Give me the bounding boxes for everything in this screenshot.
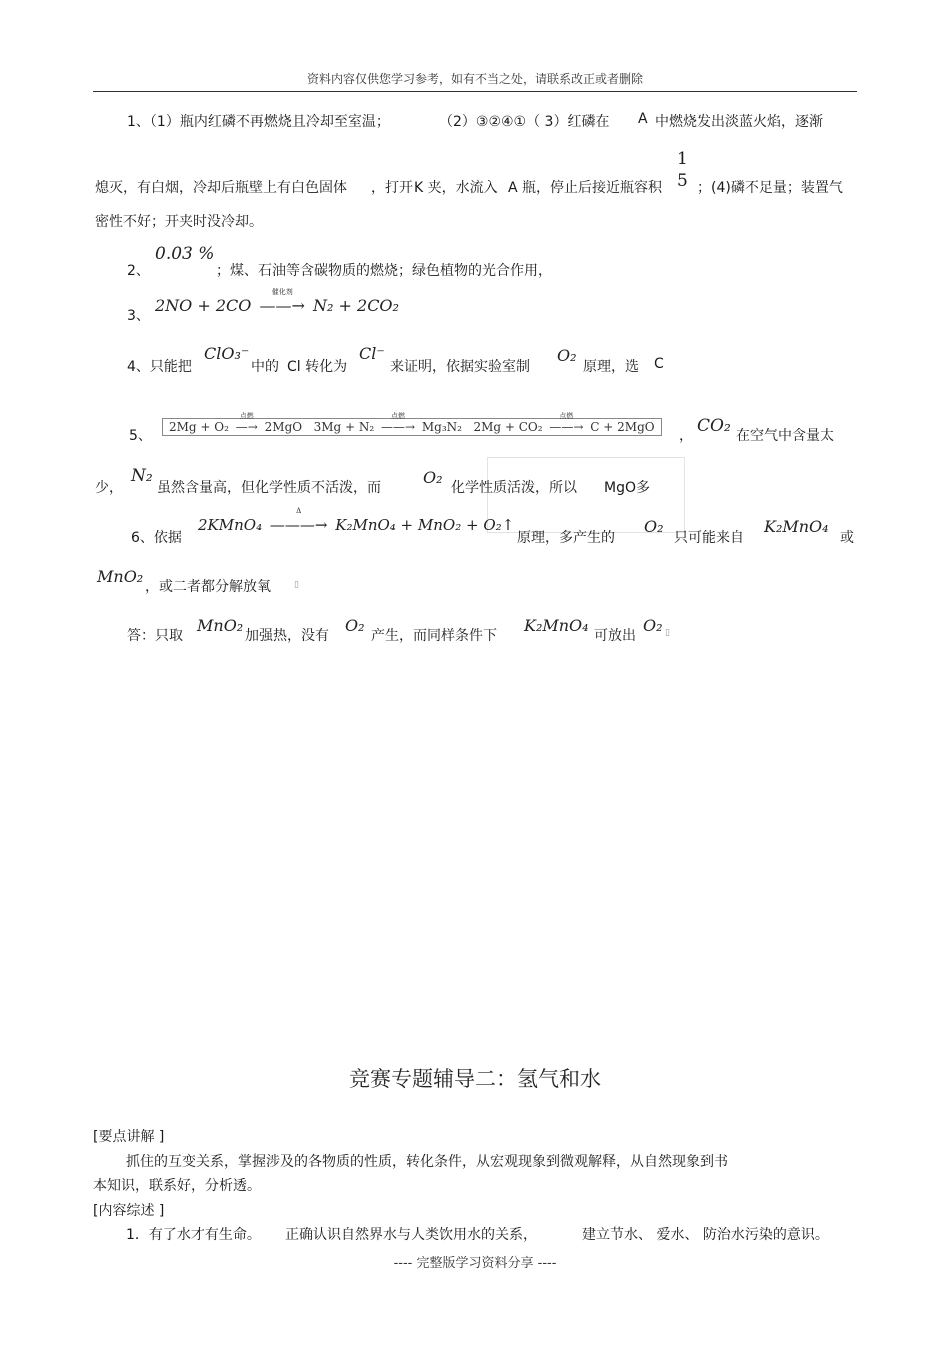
q6-rhs: K₂MnO₄ + MnO₂ + O₂↑ bbox=[335, 516, 515, 534]
q1-line1a: 1、（1）瓶内红磷不再燃烧且冷却至室温； bbox=[127, 114, 390, 130]
q5-cond-2: 点燃 bbox=[391, 412, 406, 420]
q3-equation bbox=[155, 288, 399, 315]
q4-answer: C bbox=[654, 356, 664, 372]
page-header: 资料内容仅供您学习参考，如有不当之处，请联系改正或者删除 bbox=[306, 72, 643, 86]
q3-number: 3、 bbox=[127, 308, 150, 324]
q5-equations-box bbox=[162, 412, 662, 436]
q1-line2d: A 瓶，停止后接近瓶容积 bbox=[508, 180, 663, 196]
q1-line2a: 熄灭，有白烟，冷却后瓶壁上有白色固体 bbox=[95, 180, 347, 196]
q4-text-a: 4、只能把 bbox=[127, 359, 192, 375]
q5-n2: N₂ bbox=[131, 466, 153, 486]
fraction-denominator: 5 bbox=[677, 171, 688, 191]
q6-number: 6、依据 bbox=[131, 530, 182, 546]
q3-rhs: N₂ + 2CO₂ bbox=[313, 296, 399, 315]
header-rule bbox=[93, 91, 857, 92]
q5-eq1-lhs: 2Mg + O₂ bbox=[169, 420, 229, 434]
q6-equation bbox=[198, 507, 515, 534]
q5-eq3-rhs: C + 2MgO bbox=[590, 420, 655, 434]
q6-text-3: 或 bbox=[840, 530, 854, 546]
q6-o2: O₂ bbox=[644, 517, 664, 536]
q3-lhs: 2NO + 2CO bbox=[155, 296, 252, 315]
q1-line2c: K 夹，水流入 bbox=[414, 180, 498, 196]
answer-text-c: 产生，而同样条件下 bbox=[371, 628, 497, 644]
chlorate-ion: ClO₃⁻ bbox=[204, 344, 250, 363]
q5-eq2-lhs: 3Mg + N₂ bbox=[313, 420, 375, 434]
q6-lhs: 2KMnO₄ bbox=[198, 516, 263, 534]
q5-text-1: 在空气中含量太 bbox=[736, 428, 834, 444]
chloride-ion: Cl⁻ bbox=[359, 344, 385, 363]
section1-paragraph-2: 本知识，联系好，分析透。 bbox=[93, 1178, 261, 1194]
q6-text-4: ，或二者都分解放氧 bbox=[145, 579, 271, 595]
q6-text-1: 原理，多产生的 bbox=[517, 530, 615, 546]
q1-line1d: 中燃烧发出淡蓝火焰，逐渐 bbox=[655, 114, 823, 130]
q5-text-4: 化学性质活泼，所以 bbox=[451, 480, 577, 496]
q6-text-2: 只可能来自 bbox=[674, 530, 744, 546]
section1-paragraph-1: 抓住的互变关系，掌握涉及的各物质的性质，转化条件，从宏观现象到微观解释，从自然现象到书 bbox=[126, 1154, 728, 1170]
answer-o2-end: O₂ bbox=[643, 616, 663, 635]
section2-item-1c: 建立节水、 爱水、 防治水污染的意识。 bbox=[582, 1227, 829, 1243]
q2-formula: 0.03 % bbox=[155, 244, 215, 264]
q4-text-d: 来证明，依据实验室制 bbox=[390, 359, 530, 375]
answer-mno2: MnO₂ bbox=[197, 616, 244, 635]
q4-oxygen: O₂ bbox=[557, 346, 577, 365]
q5-eq2-rhs: Mg₃N₂ bbox=[421, 420, 462, 434]
catalyst-arrow: 催化剂 ——→ bbox=[259, 288, 305, 315]
q5-arrow-3: 点燃 ——→ bbox=[549, 412, 584, 434]
q1-line1b: （2）③②④①（ 3）红磷在 bbox=[439, 114, 610, 130]
q3-condition: 催化剂 bbox=[271, 288, 293, 296]
q5-eq1-rhs: 2MgO bbox=[264, 420, 303, 434]
end-mark-2: ▯ bbox=[665, 628, 670, 638]
answer-o2: O₂ bbox=[345, 616, 365, 635]
q6-condition: Δ bbox=[296, 507, 302, 515]
q5-comma: ， bbox=[679, 428, 693, 444]
section2-heading: [内容综述 ] bbox=[93, 1203, 165, 1219]
q5-eq3-lhs: 2Mg + CO₂ bbox=[473, 420, 543, 434]
answer-k2mno4: K₂MnO₄ bbox=[524, 616, 589, 635]
section1-heading: [要点讲解 ] bbox=[93, 1129, 165, 1145]
q5-text-5: MgO多 bbox=[604, 480, 650, 496]
heat-arrow: Δ ———→ bbox=[269, 507, 328, 534]
q1-line2b: ，打开 bbox=[371, 180, 413, 196]
q5-text-3: 虽然含量高，但化学性质不活泼，而 bbox=[157, 480, 381, 496]
section2-item-1b: 正确认识自然界水与人类饮用水的关系， bbox=[285, 1227, 537, 1243]
end-mark: ▯ bbox=[294, 580, 299, 590]
q5-number: 5、 bbox=[129, 428, 152, 444]
q5-o2: O₂ bbox=[423, 468, 443, 487]
answer-text-a: 答：只取 bbox=[127, 628, 183, 644]
q5-arrow-1: 点燃 —→ bbox=[235, 412, 258, 434]
one-fifth-fraction bbox=[677, 148, 688, 192]
q1-line2e: ；(4)磷不足量；装置气 bbox=[697, 180, 843, 196]
q2-number: 2、 bbox=[127, 263, 150, 279]
page-footer: ---- 完整版学习资料分享 ---- bbox=[393, 1256, 557, 1271]
answer-text-d: 可放出 bbox=[594, 628, 636, 644]
q6-k2mno4: K₂MnO₄ bbox=[764, 517, 829, 536]
q5-co2: CO₂ bbox=[697, 416, 731, 436]
q4-text-b: 中的 bbox=[251, 359, 279, 375]
q6-mno2: MnO₂ bbox=[97, 567, 144, 586]
section2-item-1a: 1．有了水才有生命。 bbox=[126, 1227, 261, 1243]
q5-text-2: 少， bbox=[95, 480, 123, 496]
q4-text-e: 原理，选 bbox=[583, 359, 639, 375]
q5-cond-1: 点燃 bbox=[239, 412, 254, 420]
q5-arrow-2: 点燃 ——→ bbox=[381, 412, 416, 434]
q2-text: ；煤、石油等含碳物质的燃烧；绿色植物的光合作用， bbox=[216, 263, 552, 279]
fraction-numerator: 1 bbox=[677, 149, 688, 169]
q1-line3: 密性不好；开夹时没冷却。 bbox=[95, 214, 263, 230]
q5-cond-3: 点燃 bbox=[559, 412, 574, 420]
section-title: 竞赛专题辅导二：氢气和水 bbox=[349, 1067, 601, 1091]
q1-line1c: A bbox=[638, 111, 648, 127]
q4-text-c: Cl 转化为 bbox=[287, 359, 348, 375]
answer-text-b: 加强热，没有 bbox=[245, 628, 329, 644]
